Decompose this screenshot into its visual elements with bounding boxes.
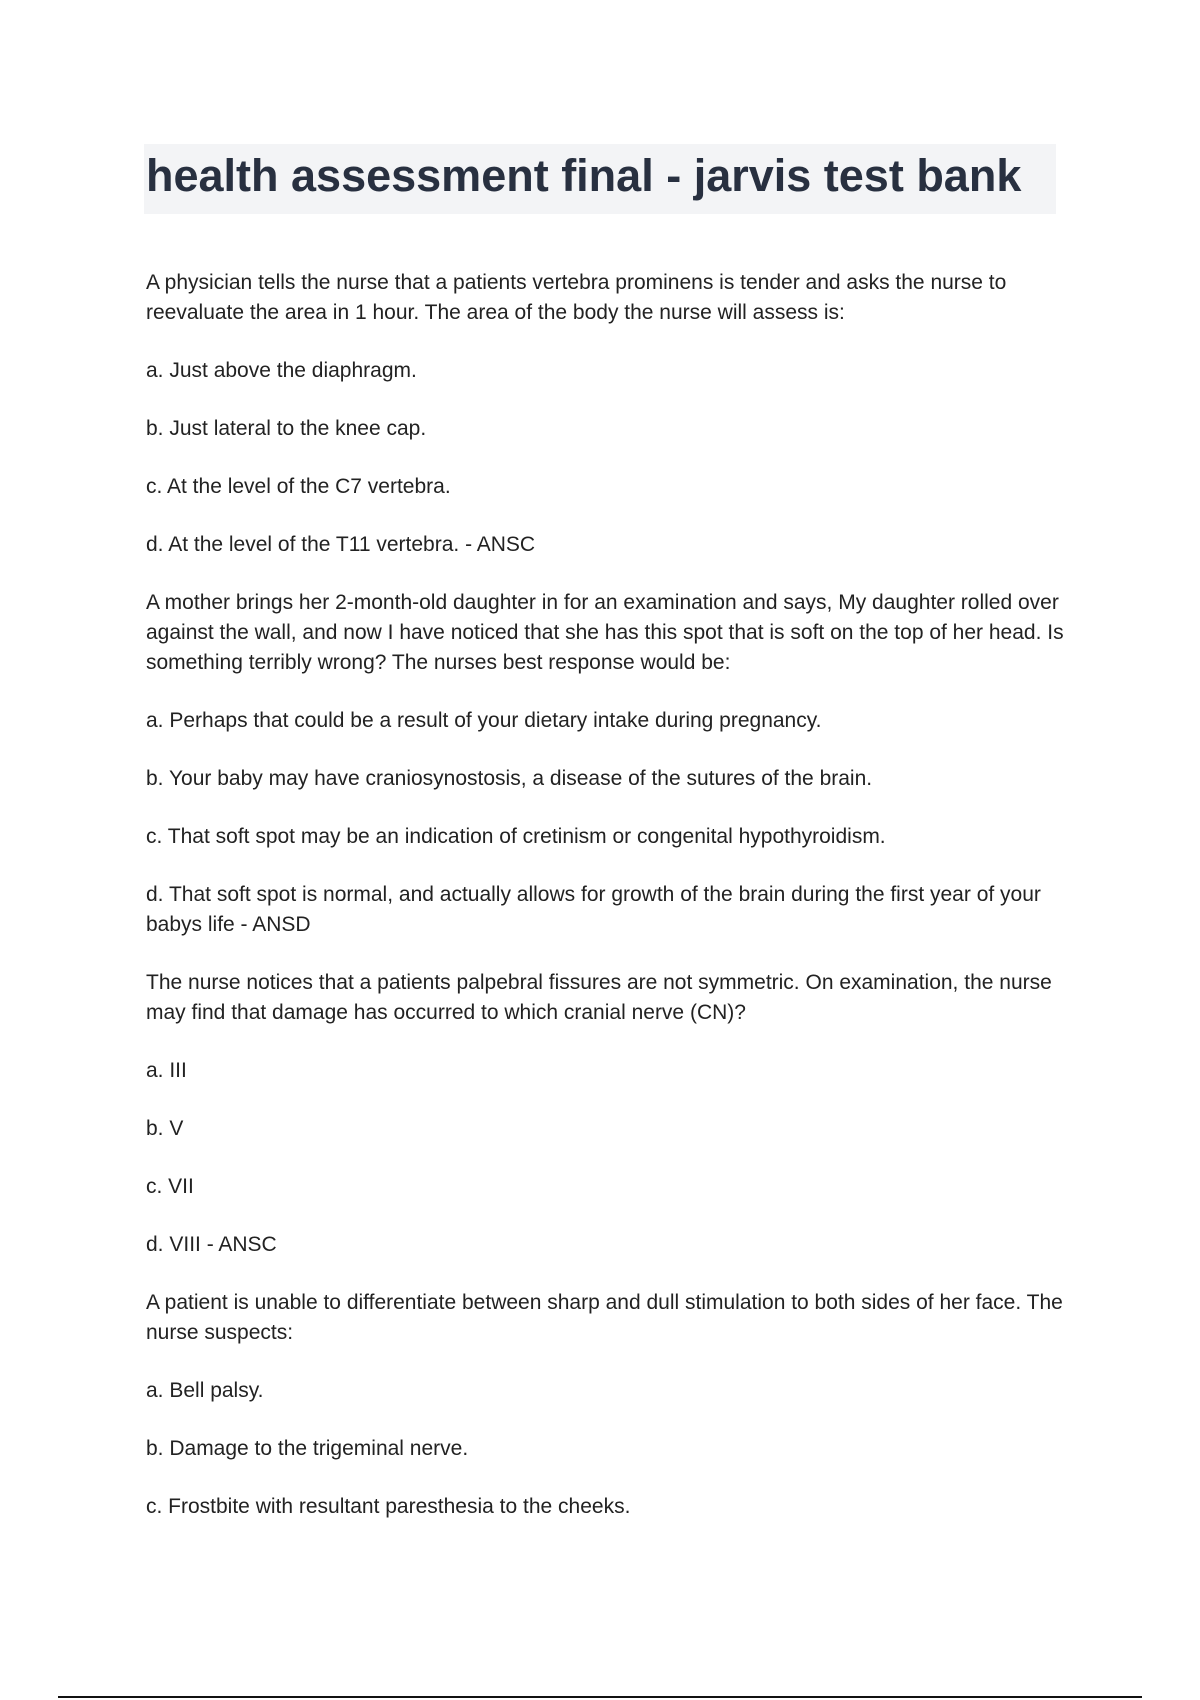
answer-option: d. That soft spot is normal, and actually allows for growth of the brain during the first year of your babys life - ANSD (146, 883, 1041, 936)
answer-option: d. At the level of the T11 vertebra. - ANSC (146, 533, 536, 556)
question-stem: The nurse notices that a patients palpebral fissures are not symmetric. On examination, the nurse may find that damage has occurred to which cranial nerve (CN)? (146, 971, 1052, 1024)
document-title: health assessment final - jarvis test bank (146, 150, 1022, 201)
question-stem: A physician tells the nurse that a patients vertebra prominens is tender and asks the nurse to reevaluate the area in 1 hour. The area of the body the nurse will assess is: (146, 271, 1007, 324)
answer-option: a. Bell palsy. (146, 1379, 264, 1402)
answer-option: a. III (146, 1059, 187, 1082)
question-stem: A patient is unable to differentiate between sharp and dull stimulation to both sides of her face. The nurse suspects: (146, 1291, 1063, 1344)
question-stem: A mother brings her 2-month-old daughter in for an examination and says, My daughter rolled over against the wall, and now I have noticed that she has this spot that is soft on the top of her head. Is something terribly wrong? The nurses best response would be: (146, 591, 1064, 674)
answer-option: b. Damage to the trigeminal nerve. (146, 1437, 469, 1460)
answer-option: a. Just above the diaphragm. (146, 359, 417, 382)
answer-option: a. Perhaps that could be a result of your dietary intake during pregnancy. (146, 709, 822, 732)
question-list (146, 268, 1066, 1550)
answer-option: d. VIII - ANSC (146, 1233, 277, 1256)
answer-option: c. Frostbite with resultant paresthesia to the cheeks. (146, 1495, 631, 1518)
answer-option: c. At the level of the C7 vertebra. (146, 475, 451, 498)
answer-option: b. Your baby may have craniosynostosis, a disease of the sutures of the brain. (146, 767, 873, 790)
page-bottom-divider (58, 1696, 1142, 1698)
answer-option: b. V (146, 1117, 184, 1140)
answer-option: c. VII (146, 1175, 194, 1198)
answer-option: b. Just lateral to the knee cap. (146, 417, 427, 440)
answer-option: c. That soft spot may be an indication of cretinism or congenital hypothyroidism. (146, 825, 886, 848)
